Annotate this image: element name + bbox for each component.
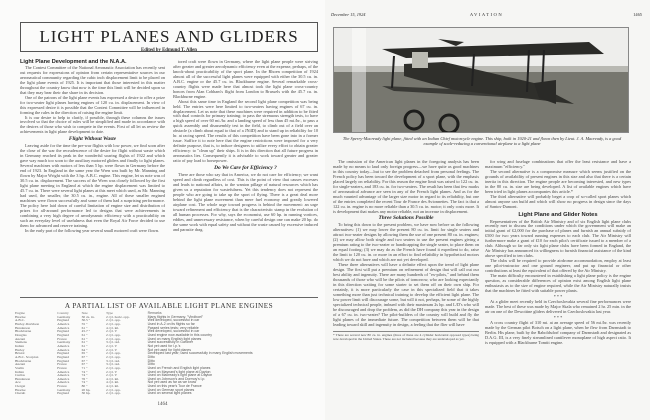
table-cell: Ace [15,380,21,385]
table-cell: 74 " [81,373,88,378]
table-cell: 61 " [81,325,88,330]
table-cell: Cherub [15,391,26,396]
engine-table-title: A PARTIAL LIST OF AVAILABLE LIGHT PLANE ENGINES [64,302,274,310]
magazine-name: AVIATION [469,12,504,17]
table-cell: 67 " [81,362,88,367]
table-cell: Blackburne [15,358,32,363]
table-cell: 2 cyl. opp. [105,351,121,356]
table-cell: Used on several light planes [147,391,192,396]
section-heading: Do We Care for Efficiency ? [214,165,277,172]
table-cell: 61 " [81,343,88,348]
table-cell: 30 cu. in. [81,314,95,319]
table-cell: Developed last year; used successfully in many English movements [147,351,253,356]
table-cell: 74 " [81,369,88,374]
table-cell: Haacke [15,387,26,392]
column-header: Engine [15,311,25,315]
issue-date: December 15, 1924 [331,12,366,17]
table-cell: Clerget [15,384,26,389]
column-header: Country [57,311,69,315]
table-cell: America [57,343,70,348]
paragraph: At a glider meet recently held in Czechoslovakia several fine performances were made. The best of these was made by Major Skala who remained 2 hr. 25 min. in the air on one of the Dewoitine gliders delivered in Czechoslovakia last year. [485,298,631,314]
table-cell: 65 " [81,351,88,356]
table-cell: Siemens [15,340,27,345]
table-cell: Used engine now available in this country [147,332,212,337]
paragraph: There are those who say that in America, we do not care for efficiency; we want speed and climb regardless of cost. This is the point of view that causes excesses and leads to national affairs, to the wanton pillage of natural resources which has given us a reputation for wastefulness. Yet this tendency does not represent the people who are going to take up the sport of flying. There is a great deal more behind the light plane movement than mere fuel economy and greatly lowered airplane cost. The whole urge toward progress is behind the movement: an urge toward refinement and efficiency that is the characteristic stamp in the evolution of all human processes. For why, says the economist, use 60 hp. in running vortices, eddies, and unnecessary resistance, when by careful design one can make 20 hp. do the same work with equal safety and without the waste caused by excessive induced and parasite drag. [173,172,318,232]
table-cell: Harley [15,347,25,352]
table-cell: 3 cyl. rad. [105,362,120,367]
table-cell: England [57,329,69,334]
paragraph: The omission of the American light planes in the foregoing analysis has been made by no means to laud only foreign progress—we have quite as good machines in this country today—but to see the problem detached from personal feelings. The French policy has been toward the development of a sport plane, with the emphasis placed largely on reliability. For this reason the engine limit was raised to 122 cu. in. for single-seaters, and 183 cu. in. for two-seaters. The result has been that few marks of aeronautical advance are seen in any of the French light planes. And as for the much vaunted advantage of the larger size motor in regard to its reliability, but one of the entries completed the recent Tour de France des Avionnettes. The fact is that a 122 cu. in. engine is no more reliable than a 30.5 cu. in. motor; it only costs more. It is development that makes any motor reliable, not an increase in displacement. [333,160,479,214]
table-cell: 2 cyl. opp. [105,318,121,323]
table-cell: France [57,362,67,367]
paragraph: About this same time in England the second light plane competition was being held. The entries were here limited to two-seaters having engines of 67 cu. in. displacement. Let us note that these machines were required in addition to be fitted with dual controls for primary training; to pass the strenuous strength tests, to have a high speed of over 60 mi./hr. and a landing speed of less than 45 mi./hr., to pass a quick assembly and disassembly test in the field, to climb out of a field over an obstacle (a climb about equal to that of a JN4D) and to stand up in reliability for 10 hr. at racing speed. The results of this competition have been gone into in a former issue. Suffice it to note here that the engine restrictions were imposed for a very definite purpose, that is, to induce designers to utilize every effort to obtain greater efficiency: to "clean up" their ships. It is in this direction that all future progress in aeronautics lies. Consequently it is advisable to work toward greater and greater ratio of pay load to horsepower. [173,98,318,164]
page-number: 1465 [633,12,642,17]
divider [20,297,318,298]
paragraph: These three alternatives will have a definite effect upon the trend of light plane design. The first will put a premium on refinement of design that will call out our best ability and ingenuity. There are many hundreds of "ex-pilots," and behind them thousands of those who will be the pilots of tomorrow, who are looking expectantly in this direction waiting for some starter to set them off on their own ship. For certainly, it is more particularly the case in this specialized field that it takes something more than just technical training to develop the efficient light plane. The low power limit will discourage some, but will it not, perhaps, be some of the highly specialized technical people, imbued with their maximum 2s hp. and L/D's who will be discouraged and drop the problem, as did the DH company this year in the design of a 67 cu. in. two-seater? The pilot-builders of the country will build and fly the light planes of the immediate future. The competition between them will be that leading toward skill and ingenuity in design, a feeling that the flier will have [333,262,479,327]
table-cell: 30 hp. [81,391,91,396]
table-cell: America [57,325,70,330]
table-cell: 2 cyl. opp. [105,365,121,370]
section-title-box [20,22,318,52]
table-cell: Not yet used as far as we know [147,380,197,385]
table-cell: Germany [57,314,71,319]
section-heading: Light Plane Development and the N.A.A. [20,59,127,65]
table-cell: 4 cyl. inl. [105,380,120,385]
table-cell: 30.5 " [81,318,91,323]
table-cell: 4 cyl. inl. [105,376,120,381]
table-cell: Many flights in Germany. "Vindboel" [147,314,204,319]
table-cell: Used on French and English light planes [147,365,211,370]
table-cell: 2 cyl. opp. [105,354,121,359]
paragraph: Leaving aside for the time the pre-war flights with low power, we find soon after the close of the war the recrudescence of the desire for flight without waste which in Germany reached its peak in the wonderful soaring flights of 1922 and which gave way much too soon to the auxiliary motored gliders and finally to light planes. Several machines with motors of less than 5 hp. were flown in Germany before the end of 1923. In England in the same year the Wren was built by Mr. Manning and flown by Major Wright with the 3 hp. A.B.C. engine. This engine, let us note was of 30.5 cu. in. displacement. The success of the Wren was closely followed by the first light plane meeting in England at which the engine displacement was limited to 45.7 cu. in. There were several light planes at this meet which used, as Mr. Manning had used, the smaller, the 30.5 cu. in., engine. All of these smaller engined machines were flown successfully and some of them had a surprising performance. The policy here laid down of careful limitation of engine size and distribution of prizes for all-around performance led to designs that were achievements in combining a very high degree of aerodynamic efficiency with a practicability on such an everyday level of usefulness that even the Royal Air Force decided to use them for advanced and reserve training. [20,143,165,228]
table-cell: 4 cyl. inl. [105,384,120,389]
separator: * * * [553,314,563,320]
table-cell: 2 cyl. opp. [105,332,121,337]
biplane-photo [333,27,629,133]
table-cell: England [57,391,69,396]
engine-table [14,312,320,396]
table-cell: America [57,380,70,385]
table-cell: 67 " [81,354,88,359]
table-cell: 4 cyl. inl. [105,325,120,330]
table-cell: Ditto [147,358,155,363]
paragraph: In the early part of the following year several small motored craft were flown. [25,227,160,233]
table-cell: Bristol [15,351,25,356]
paragraph: One of the patrons of the light plane events has expressed a desire to offer a prize for two-seater light planes having engines of 120 cu. in. displacement. In view of this expressed desire it is possible that the Contest Committee will be influenced in forming the rules in the direction of raising the engine limit. [20,94,165,115]
table-cell: 20 hp. [81,387,91,392]
right-column-2 [485,160,631,408]
table-cell: Well developed, successful in car [147,329,200,334]
paragraph: for wing and fuselage combinations that offer the least resistance and have a maximum "efficiency." [485,160,631,169]
column-header: Size [81,311,88,315]
table-cell: 3 cyl. rad. [105,358,120,363]
table-cell: Germany [57,387,71,392]
table-cell: Anzani [15,336,26,341]
column-header: Remarks [147,311,162,315]
section-heading: Three Solutions Possible [378,215,434,222]
paragraph: To bring this down to the present problem, we have now before us the following alternatives: (1) we may lower the present 80 cu. in. limit for single seaters and attract two-seater designs by allowing them the use of one present 80 cu. in. engines; (2) we may allow both single and two seaters to use the present engines giving a premium rating to the two-seater or handicapping the single seater, to place them on an equal footing; (3) we may do as the French have found it expedient to do, raise the limit to 120 cu. in. or more in an effort to find reliability in hypothetical motors which we do not have and which are not yet developed. [333,222,479,263]
table-cell: 2 cyl. opp. [105,321,121,326]
table-cell: England [57,332,69,337]
table-cell: 2 cyl. opp. [105,391,121,396]
table-cell: Indian [15,343,24,348]
table-cell: Blackburne [15,329,32,334]
table-cell: Germany [57,340,71,345]
table-cell: Used on Maynard's light plane at Dayton [147,369,211,374]
table-row [14,392,320,396]
table-cell: Ditto [147,354,155,359]
table-cell: France [57,384,67,389]
table-cell: A.B.C. [15,318,25,323]
footnote: * There are several new 80 cu. in. engines (three of these are 4 cylinder horizontal opposed types) being now developed in the United States. These are not included because they are undeveloped as yet. [333,332,479,341]
table-cell: 67 " [81,358,88,363]
table-cell: England [57,351,69,356]
table-cell: 74 " [81,380,88,385]
table-cell: 80 " [81,384,88,389]
table-cell: America [57,321,70,326]
table-cell: Used on Macready's light plane at Dayton [147,373,213,378]
table-cell: France [57,365,67,370]
table-cell: France [57,336,67,341]
table-cell: England [57,318,69,323]
table-cell: America [57,376,70,381]
left-column-2 [173,60,318,294]
photo-caption: The Sperry-Macready light plane, fitted with an Indian Chief motorcycle engine. This ship, built in 1920-21 and flown then by Lieut. J. A. Macready, is a good example of scale-reducing a conventional airplane to a light plane [342,136,622,146]
page-number: 1464 [157,402,168,407]
table-cell: 2 cyl. V [105,373,118,378]
left-column-1 [20,58,165,294]
table-cell: Henderson [15,376,31,381]
table-cell: Used on many English light planes [147,336,202,341]
table-cell: 2 cyl. opp. [105,336,121,341]
table-cell: America [57,373,70,378]
paragraph: It is our desire to help to clarify, if possible, through these columns the issues involved so that the choice of rules will be simplified and made in accordance with the desires of those who wish to compete in the events. First of all let us review the achievements in light plane development to date. [20,114,165,135]
running-header [331,12,642,20]
table-cell: 45.7 " [81,329,91,334]
paragraph: Representatives of the British Air Ministry and of six English light plane clubs recently met to discuss the conditions under which the government will make an initial grant of £2,000 for the purchase of planes and furnish an annual subsidy of £500 for two years toward running expenses to each club. The Air Ministry will furthermore make a grant of £10 for each pilot's certificate issued to a member of a club. Although so far only six light plane clubs have been formed in England, the Air Ministry has announced its willingness to furnish financial assistance of the kind above specified to ten clubs. [485,218,631,259]
right-page [325,0,650,420]
editor-credit: Edited by Edmund T. Allen [141,48,197,53]
table-cell: 61 " [81,332,88,337]
table-cell: 2 cyl. V [105,329,118,334]
table-cell: England [57,354,69,359]
table-cell: Not yet used for l.p.'s [147,343,181,348]
table-cell: 64 " [81,347,88,352]
table-cell: 76 " [81,376,88,381]
table-cell: Not yet used for light planes [147,347,191,352]
paragraph: A cross country flight of 310 mi. at an average speed of 56 mi./hr. was recently made by the German pilot Botsch on a light plane, when he flew from Darmstadt to Berlin. His plane, built by the Raboldsdorf company of Darmstadt and designated as D.A.G. III, is a very finely streamlined cantilever monoplane of high aspect ratio. It is equipped with a Blackburne Tomtit engine. [485,319,631,345]
table-cell: 55 " [81,321,88,326]
paragraph: tored craft were flown in Germany, where the light plane people were striving after greater and greater aerodynamic efficiency even at the expense, perhaps, of the knock-about practicability of the sport plane. In the Rhoen competition of 1924 almost all of the successful light planes were equipped with either the 30.5 cu. in. A.B.C. engine or the 45.7 cu. in. Blackburne engine. Several remarkable cross-country flights were made here that almost took the light plane cross-country honors from Alan Cobham's flight from London to Brussels with the 45.7 cu. in. Blackburne engine. [173,60,318,99]
section-heading: Light Plane and Glider Notes [518,211,598,218]
table-cell: America [57,369,70,374]
table-cell: Douglas [15,332,27,337]
table-cell: Haacke [15,314,26,319]
table-cell: Used in A-2 on its flights so far [147,321,195,326]
table-cell: 71 " [81,365,88,370]
table-cell: Passed series tests; very reliable [147,325,199,330]
table-cell: 3 cyl. rad. [105,340,120,345]
table-cell: Henderson [15,325,31,330]
table-cell: Ditto [147,362,155,367]
table-cell: 61 " [81,340,88,345]
table-cell: 2 cyl. V [105,347,118,352]
table-cell: America [57,347,70,352]
table-cell: Curtiss [15,373,25,378]
table-cell: 2 cyl. V [105,343,118,348]
table-cell: England [57,358,69,363]
separator: * * * [553,293,563,299]
paragraph: The clubs will be required to provide airdrome accommodation, employ at least one pilot-instructor and one ground engineer, and put up financial or other contributions at least the equivalent of that offered by the Air Ministry. [485,258,631,274]
table-cell: A.B.C. Scorpion [15,354,39,359]
table-cell: 61 " [81,336,88,341]
table-cell: Used on this year's Tour de France [147,384,202,389]
table-cell: Vaslin [15,365,24,370]
column-header: Type [105,311,113,315]
table-cell: Used on German sport planes [147,387,195,392]
paragraph: The Contest Committee of the National Aeronautic Association has recently sent out requests for expressions of opinion from certain representative sources in our aeronautical community regarding the cubic inch displacement limit to be placed on the light plane events of 1925. It is important that those interested in this matter throughout the country know that now is the time this limit will be decided upon so that they may bear their due share in its decision. [20,65,165,95]
table-cell: 2 cyl. opp. [105,387,121,392]
table-cell: Used successfully in Gardner [147,340,194,345]
paragraph: The second alternative is a compromise measure which seems justified on the grounds of availability of present engines in this size and also that there is a certain inertia in this direction. The engine people are becoming interested, and new types in the 80 cu. in. size are being developed. A list of available engines which have been tried in light planes accompanies this article.* [485,168,631,194]
table-cell: Anzani [15,362,26,367]
section-heading: Flight Without Waste [68,136,117,143]
table-cell: Harley-Davidson [15,321,40,326]
paragraph: The main difficulty encountered in establishing a light plane policy is the engine question, as considerable differences of opinion exist among English light plane enthusiasts as to the size of engine required, while the Air Ministry naturally insists that the machines be fitted with suitable power plants. [485,273,631,293]
section-title: LIGHT PLANES AND GLIDERS [39,27,299,46]
right-column-1 [333,160,479,408]
table-cell: Used on Johnson's and Dormoy's l.p. [147,376,206,381]
table-cell: Indian [15,369,24,374]
biplane-image [334,28,629,133]
paragraph: The third alternative will probably beget a crop of so-called sport planes which almost anyone can build and which will show no progress in design since the days of Santos-Dumont. [485,193,631,209]
table-cell: Well developed, successful in car [147,318,200,323]
table-cell: 2 cyl. horiz. opp. [105,314,130,319]
table-cell: 2 cyl. V [105,369,118,374]
